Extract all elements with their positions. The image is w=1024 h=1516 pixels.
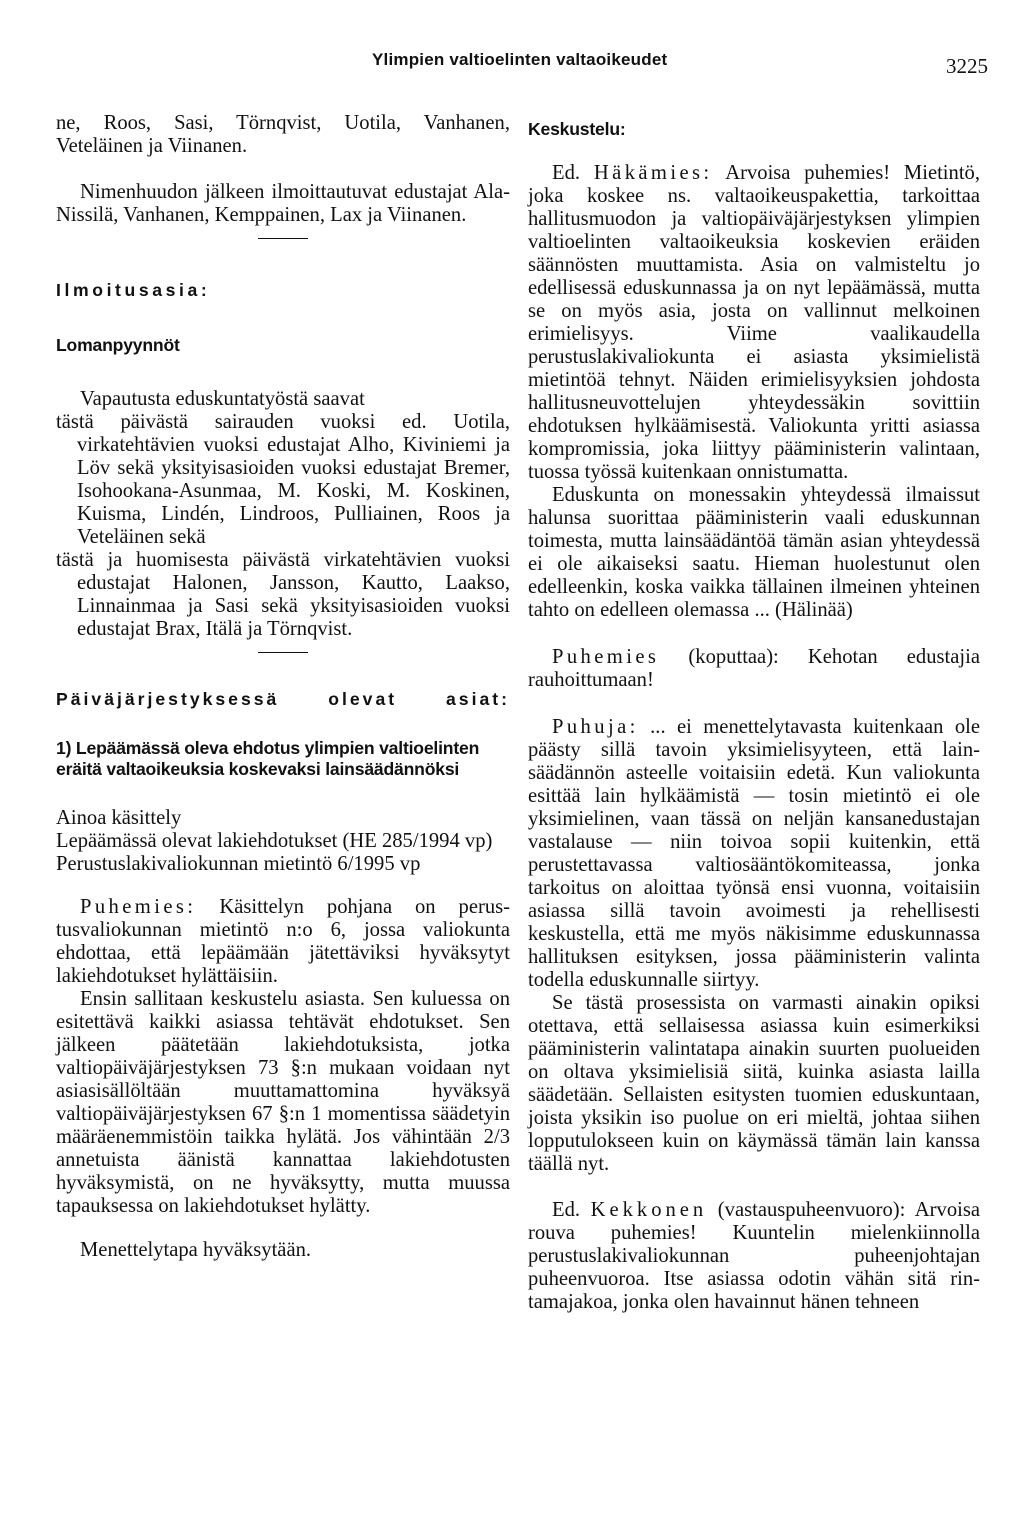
speaker-name: Puhemies xyxy=(552,646,660,668)
speaker-name: Häkämies: xyxy=(593,162,713,184)
leave-today-and-tomorrow: tästä ja huomisesta päivästä virkatehtävien vuoksi edustajat Halonen, Jansson, Kautto, Laakso, Linnainmaa ja Sasi sekä yksityisasioiden vuoksi edustajat Brax, Itälä ja Törnqvist. xyxy=(56,549,510,640)
speaker-paragraph: Puhemies: Käsittelyn pohjana on perustusvaliokunnan mietintö n:o 6, jossa valiokunta ehdottaa, että lepäämään jätettäviksi hyväksytyt lakiehdotukset hylättäisiin. xyxy=(56,896,510,987)
section-divider xyxy=(258,652,308,653)
speaker-name: Puhuja: xyxy=(552,716,639,738)
speech-hakamies-continued: Eduskunta on monessakin yhteydessä ilmaissut halunsa suorittaa pääministerin vaali eduskunnan toimesta, mutta lainsäädäntöä tämän asian yhteydessä ei ole aikaiseksi saatu. Hieman huolestunut olen edelleenkin, koska vaikka tällainen ilmeinen yhteinen tahto on edelleen olemassa ... (Hälinää) xyxy=(528,484,980,621)
procedure-paragraph: Ensin sallitaan keskustelu asiasta. Sen kuluessa on esitettävä kaikki asiassa tehtävät ehdotukset. Sen jälkeen päätetään lakiehdotuksista, jotka valtiopäiväjärjestyksen 73 §:n mukaan voidaan nyt asiasisällöltään muuttamattomina hyväksyä valtiopäiväjärjestyksen 67 §:n 1 momentissa säädetyin määräenemmistöin taikka hylätä. Jos vähintään 2/3 annetuista äänistä kannattaa lakiehdotusten hyväksymistä, on ne hyväksytty, mutta muussa tapauksessa on lakiehdotukset hylätty. xyxy=(56,988,510,1217)
government-proposal-ref: Lepäämässä olevat lakiehdotukset (HE 285/1994 vp) xyxy=(56,830,493,852)
left-column xyxy=(56,112,510,1262)
late-registration-paragraph: Nimenhuudon jälkeen ilmoittautuvat edustajat Ala-Nissilä, Vanhanen, Kemppainen, Lax ja Viinanen. xyxy=(56,181,510,226)
speaker-name: Kekkonen xyxy=(590,1199,708,1221)
speech-puhemies: Puhemies (koputtaa): Kehotan edustajia rauhoittumaan! xyxy=(528,646,980,691)
ainoa-kasittely: Ainoa käsittely xyxy=(56,807,182,829)
lomanpyynnot-heading: Lomanpyynnöt xyxy=(56,335,180,355)
leave-intro: Vapautusta eduskuntatyöstä saavat xyxy=(80,388,365,410)
agenda-heading: Päiväjärjestyksessä olevat asiat: xyxy=(56,689,510,709)
procedure-approved: Menettelytapa hyväksytään. xyxy=(80,1239,312,1261)
speaker-name: Puhemies: xyxy=(80,896,197,918)
leave-sick-and-official: tästä päivästä sairauden vuoksi ed. Uotila, virkatehtävien vuoksi edustajat Alho, Kiviniemi ja Löv sekä yksityisasioiden vuoksi edustajat Bremer, Isohookana-Asunmaa, M. Koski, M. Koskinen, Kuisma, Lindén, Lindroos, Pulliainen, Roos ja Veteläinen sekä xyxy=(56,411,510,548)
committee-report-ref: Perustuslakivaliokunnan mietintö 6/1995 vp xyxy=(56,853,421,875)
attendance-continued: ne, Roos, Sasi, Törnqvist, Uotila, Vanhanen, Veteläinen ja Viinanen. xyxy=(56,112,510,157)
speech-hakamies: Ed. Häkämies: Arvoisa puhemies! Mietintö, joka koskee ns. valtaoikeuspakettia, tarkoittaa hallitusmuodon ja valtiopäiväjärjestyksen ylimpien valtioelinten valtaoikeuksia koskevien eräiden säännösten muuttamista. Asia on valmisteltu jo edellisessä eduskunnassa ja on nyt lepäämässä, mutta se on myös asia, josta on vallinnut melkoinen erimielisyys. Viime vaalikaudella perustuslakivaliokunta ei asiasta yksimielistä mietintöä tehnyt. Näiden erimielisyyksien johdosta hallitusneuvottelujen yhteydessäkin sovittiin ehdotuksen hylkäämisestä. Valiokunta yritti asiassa kompromissia, joka liittyy pääministerin valintaan, tuossa työssä kuitenkaan onnistumatta. xyxy=(528,162,980,483)
right-column xyxy=(528,112,980,1314)
speech-kekkonen: Ed. Kekkonen (vastauspuheenvuoro): Arvoisa rouva puhemies! Kuuntelin mielenkiinnolla perustuslakivaliokunnan puheenjohtajan puheenvuoroa. Itse asiassa odotin vähän sitä rintamajakoa, jonka olen havainnut hänen tehneen xyxy=(528,1199,980,1313)
page-number: 3225 xyxy=(946,54,988,78)
speech-puhuja-continued: Se tästä prosessista on varmasti ainakin opiksi otettava, että sellaisessa asiassa kuin esimerkiksi pääministerin valintatapa ainakin suurten puolueiden on oltava yksimielisiä siitä, kuinka asiasta lailla säädetään. Sellaisten esitysten tuomien eduskuntaan, joista yksikin iso puolue on eri mieltä, johtaa siihen lopputulokseen kuin on käymässä tämän lain kanssa täällä nyt. xyxy=(528,992,980,1175)
keskustelu-heading: Keskustelu: xyxy=(528,119,626,139)
speech-puhuja: Puhuja: ... ei menettelytavasta kuitenkaan ole päästy sillä tavoin yksimielisyyteen, että lainsäädännön asteelle voitaisiin edetä. Kun valiokunta esittää lain hylkäämistä — tosin mietintö ei ole yksimielinen, vaan tässä on neljän kansanedustajan vastalause — niin toivoa sopii kuitenkin, että perustettavassa valtiosääntökomiteassa, jonka tarkoitus on aloittaa työnsä ensi vuonna, voitaisiin asiassa sillä tavoin avoimesti ja rehellisesti keskustella, että me myös näkisimme eduskunnassa hallituksen esityksen, jossa pääministerin valinta todella eduskunnalle siirtyy. xyxy=(528,716,980,991)
ilmoitusasia-heading: Ilmoitusasia: xyxy=(56,280,211,300)
section-divider xyxy=(258,238,308,239)
running-title: Ylimpien valtioelinten valtaoikeudet xyxy=(372,50,668,69)
agenda-item-1-heading: 1) Lepäämässä oleva ehdotus ylimpien valtioelinten eräitä valtaoikeuksia koskevaksi lainsäädännöksi xyxy=(56,738,480,779)
